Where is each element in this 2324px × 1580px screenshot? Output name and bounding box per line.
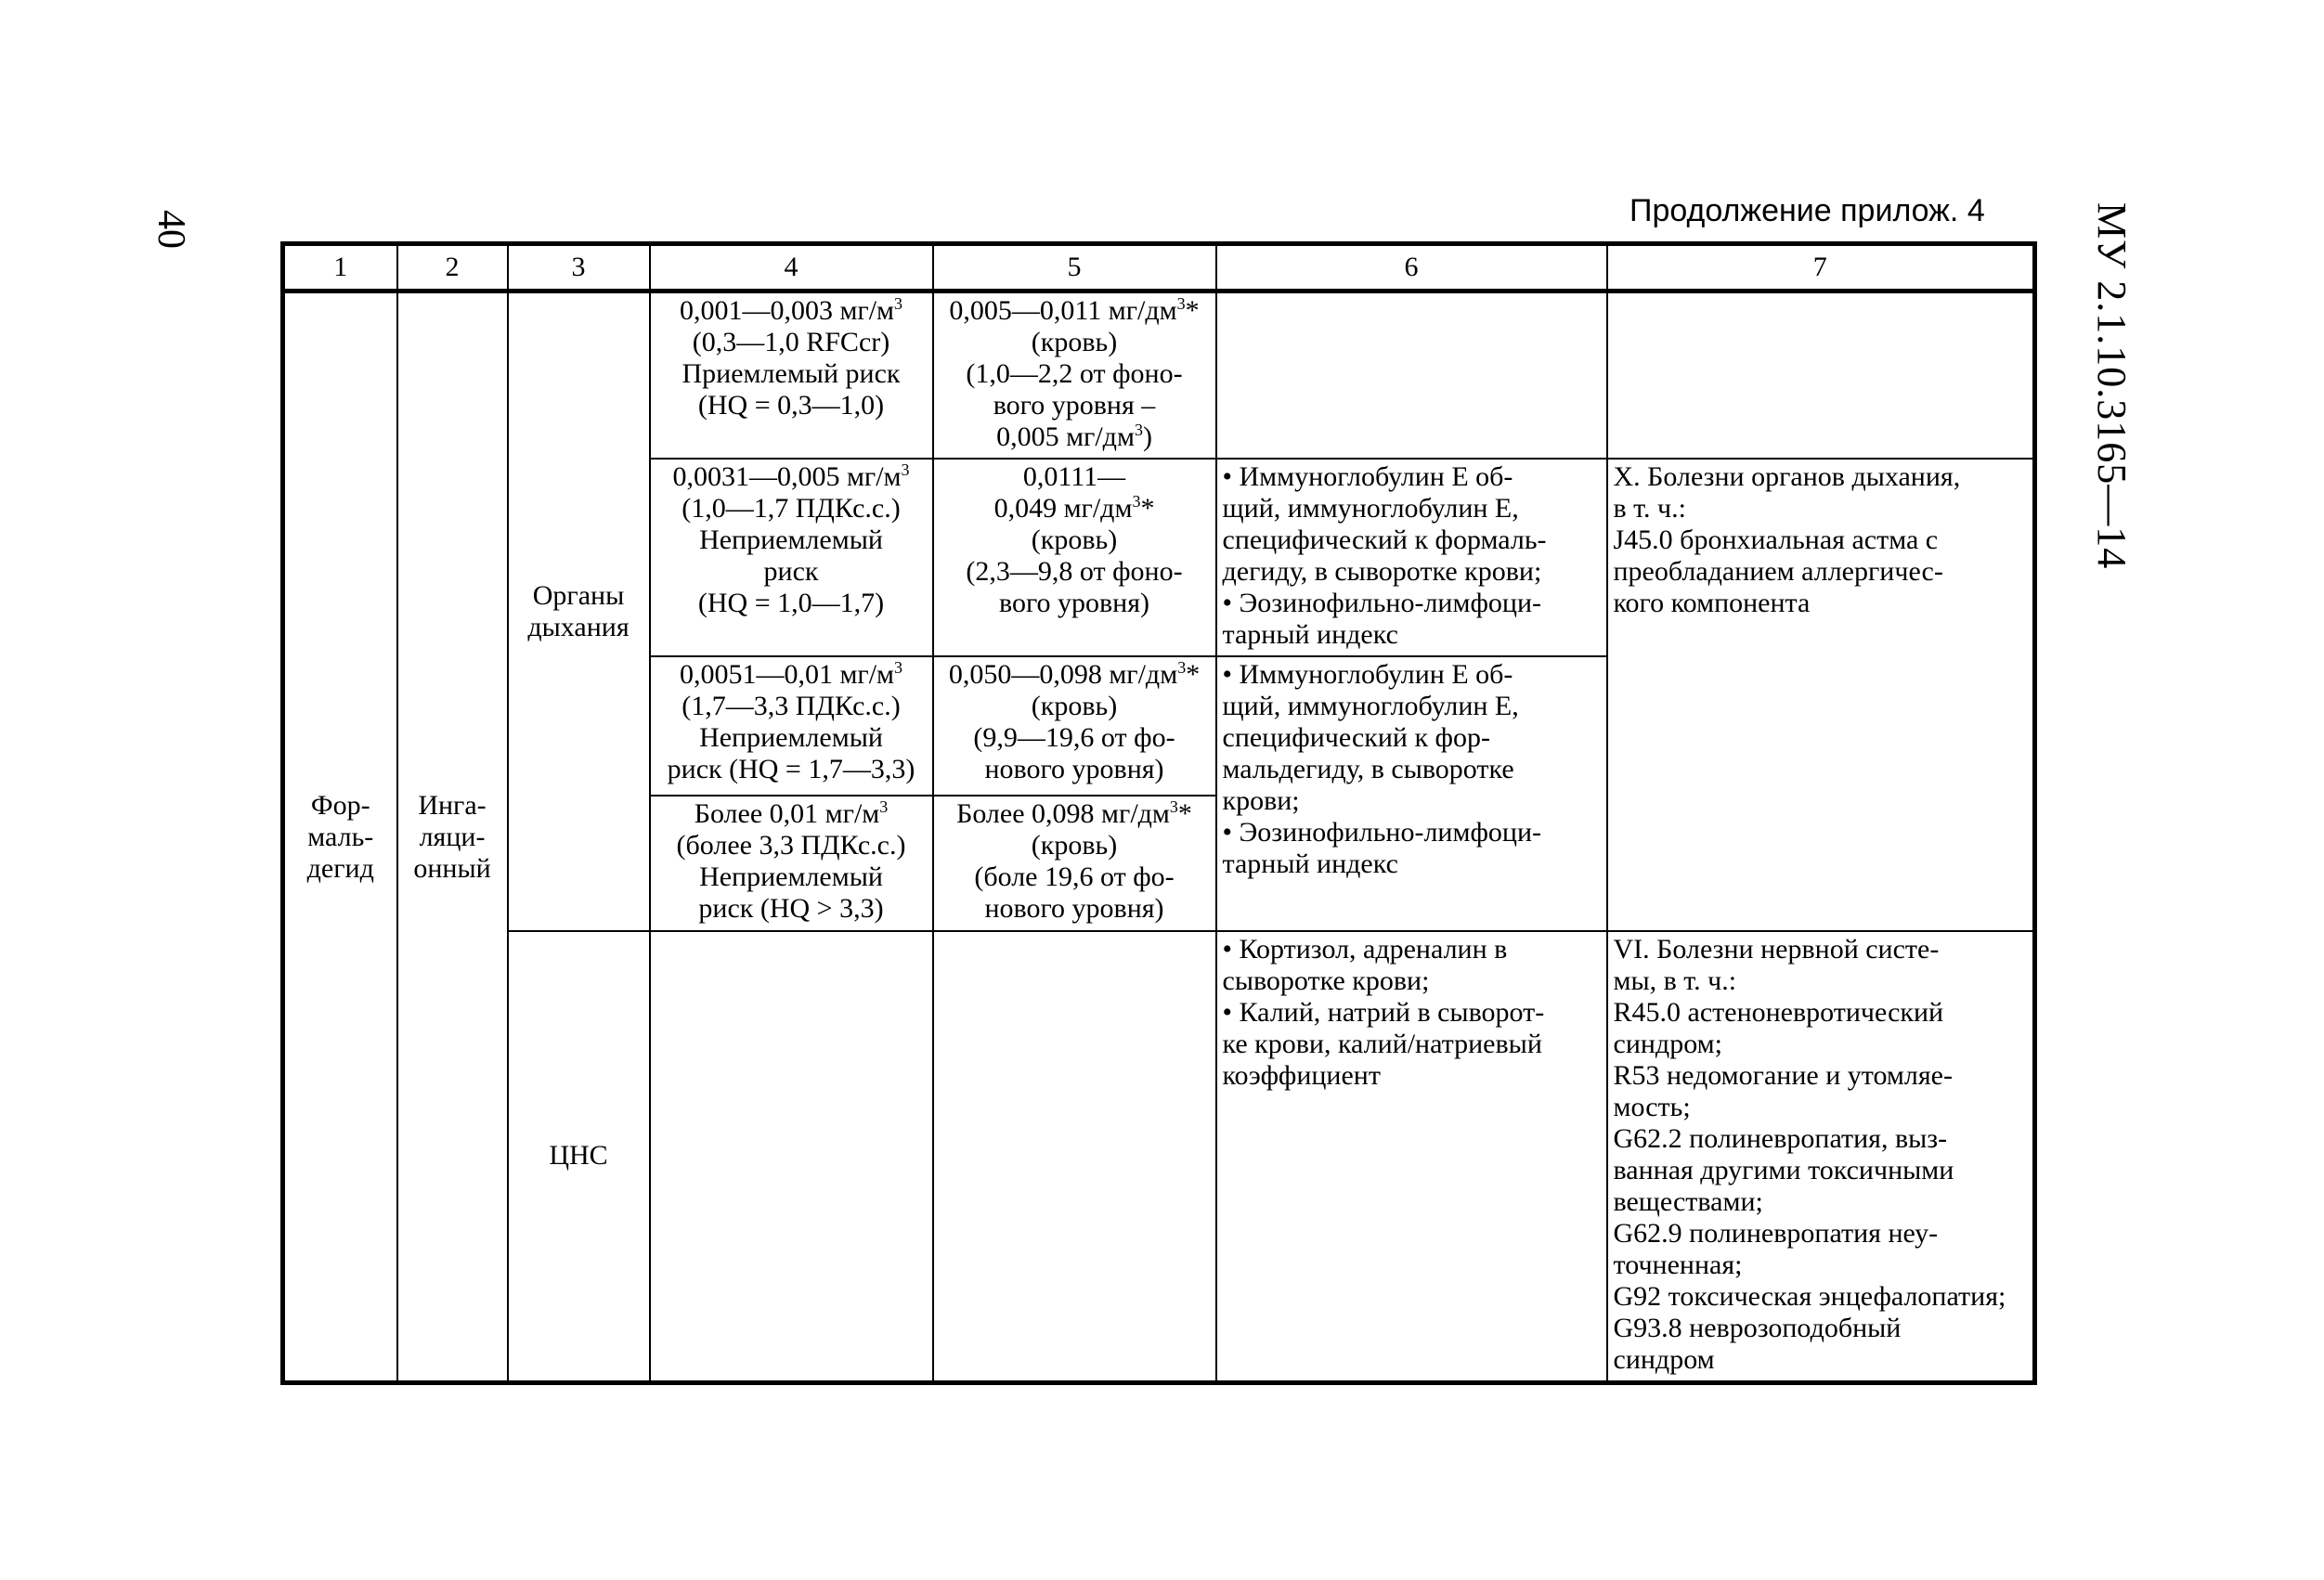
cell-text-line: специфический к формаль- [1222, 524, 1547, 555]
cell-text-line: веществами; [1613, 1185, 1763, 1217]
concentration-line [940, 659, 1210, 691]
concentration-text: 0,001—0,003 мг/м [679, 295, 895, 326]
cell-text-line: • Иммуноглобулин Е об- [1222, 460, 1513, 492]
concentration-text: (HQ = 0,3—1,0) [697, 390, 885, 421]
cell-text-line: Инга- [418, 789, 487, 821]
concentration-line [940, 358, 1210, 390]
concentration-line [940, 893, 1210, 925]
concentration-line [940, 861, 1210, 893]
concentration-text: (кровь) [1031, 327, 1118, 357]
substance-cell [283, 291, 397, 1383]
unit-exponent: 3 [1132, 491, 1141, 511]
concentration-text: (боле 19,6 от фо- [974, 861, 1175, 892]
air-concentration-cell [650, 291, 933, 459]
concentration-line [656, 659, 927, 691]
concentration-line [940, 421, 1210, 453]
concentration-text: 0,005 мг/дм [996, 421, 1135, 452]
cell-text-line: • Калий, натрий в сыворот- [1222, 996, 1545, 1028]
diseases-empty-cell [1607, 291, 2035, 459]
concentration-text: вого уровня) [998, 587, 1150, 618]
unit-exponent: 3 [894, 657, 903, 677]
concentration-text: риск [763, 555, 819, 587]
column-header-2: 2 [397, 244, 508, 291]
air-concentration-empty-cell [650, 931, 933, 1383]
cell-text-line: дыхания [527, 611, 630, 642]
concentration-line [940, 525, 1210, 556]
cell-text-line: J45.0 бронхиальная астма с [1613, 524, 1939, 555]
concentration-text: (1,0—1,7 ПДКс.с.) [682, 492, 901, 524]
blood-concentration-cell [933, 656, 1216, 796]
markers-respiratory-cell-b [1216, 656, 1607, 931]
cell-text-line: ке крови, калий/натриевый [1222, 1028, 1542, 1059]
air-concentration-cell [650, 459, 933, 656]
column-header-4: 4 [650, 244, 933, 291]
concentration-text: (кровь) [1031, 829, 1118, 861]
concentration-text: (1,7—3,3 ПДКс.с.) [682, 690, 901, 721]
concentration-line [656, 493, 927, 525]
cell-text-line: Органы [532, 579, 625, 611]
unit-exponent: 3 [901, 460, 910, 479]
cell-text-line: • Эозинофильно-лимфоци- [1222, 816, 1542, 848]
cell-text-line: коэффициент [1222, 1059, 1381, 1091]
concentration-text: (кровь) [1031, 524, 1118, 555]
cell-text-line: маль- [307, 821, 374, 852]
cell-text-line: R45.0 астеноневротический [1613, 996, 1944, 1028]
cell-text-line: тарный индекс [1222, 618, 1398, 650]
cell-text-line: • Кортизол, адреналин в [1222, 933, 1508, 965]
unit-exponent: 3 [894, 294, 903, 313]
cell-text-line: G92 токсическая энцефалопатия; [1613, 1280, 2006, 1312]
header-row [283, 244, 2035, 291]
cell-text-line: мальдегиду, в сыворотке [1222, 753, 1514, 784]
concentration-line [656, 691, 927, 722]
cell-text-line: синдром; [1613, 1028, 1722, 1059]
cell-text-line: ванная другими токсичными [1613, 1154, 1954, 1185]
concentration-text: (более 3,3 ПДКс.с.) [676, 829, 906, 861]
cell-text-line: точненная; [1613, 1249, 1743, 1280]
concentration-text: (9,9—19,6 от фо- [973, 721, 1175, 753]
cell-text-line: щий, иммуноглобулин Е, [1222, 492, 1519, 524]
concentration-line [940, 556, 1210, 588]
concentration-line [656, 830, 927, 861]
concentration-text: нового уровня) [984, 892, 1164, 924]
markers-respiratory-cell-a [1216, 459, 1607, 656]
table-row [283, 291, 2035, 459]
page-number: 40 [149, 210, 192, 249]
concentration-line [656, 588, 927, 619]
appendix-table [280, 241, 2037, 1385]
table-row [283, 931, 2035, 1383]
column-header-6: 6 [1216, 244, 1607, 291]
concentration-text: 0,049 мг/дм [993, 492, 1133, 524]
column-header-7: 7 [1607, 244, 2035, 291]
concentration-line [940, 327, 1210, 358]
column-header-1: 1 [283, 244, 397, 291]
cell-text-line: специфический к фор- [1222, 721, 1490, 753]
column-header-5: 5 [933, 244, 1216, 291]
concentration-suffix: * [1186, 658, 1201, 690]
concentration-line [940, 461, 1210, 493]
route-cell [397, 291, 508, 1383]
air-concentration-cell [650, 656, 933, 796]
concentration-line [656, 525, 927, 556]
cell-text-line: в т. ч.: [1613, 492, 1686, 524]
concentration-text: Неприемлемый [699, 861, 883, 892]
concentration-text: нового уровня) [984, 753, 1164, 784]
concentration-text: (0,3—1,0 RFCcr) [692, 327, 890, 357]
cell-text-line: R53 недомогание и утомляе- [1613, 1059, 1953, 1091]
unit-exponent: 3 [1176, 294, 1186, 313]
concentration-text: 0,0111— [1022, 460, 1126, 492]
concentration-suffix: * [1140, 492, 1155, 524]
unit-exponent: 3 [1134, 421, 1143, 439]
concentration-line [656, 893, 927, 925]
organ-respiratory-cell [508, 291, 650, 931]
diseases-cns-cell [1607, 931, 2035, 1383]
concentration-line [940, 493, 1210, 525]
concentration-text: Более 0,01 мг/м [694, 797, 880, 829]
cell-text-line: мы, в т. ч.: [1613, 965, 1737, 996]
concentration-text: (2,3—9,8 от фоно- [966, 555, 1183, 587]
concentration-line [656, 390, 927, 421]
cell-text-line: преобладанием аллергичес- [1613, 555, 1943, 587]
continuation-caption: Продолжение прилож. 4 [1629, 193, 1985, 228]
concentration-line [656, 722, 927, 754]
cell-text-line: мость; [1613, 1091, 1691, 1122]
concentration-text: Приемлемый риск [682, 358, 901, 389]
concentration-line [656, 295, 927, 327]
concentration-line [940, 390, 1210, 421]
cell-text-line: щий, иммуноглобулин Е, [1222, 690, 1519, 721]
document-code: МУ 2.1.10.3165—14 [2089, 202, 2135, 570]
cell-text-line: VI. Болезни нервной систе- [1613, 933, 1940, 965]
concentration-text: (кровь) [1031, 690, 1118, 721]
blood-concentration-cell [933, 796, 1216, 931]
cell-text-line: • Иммуноглобулин Е об- [1222, 658, 1513, 690]
cell-text-line: онный [413, 852, 491, 884]
cell-text-line: кого компонента [1613, 587, 1811, 618]
concentration-text: риск (HQ = 1,7—3,3) [667, 753, 915, 784]
cell-text-line: G62.9 полиневропатия неу- [1613, 1217, 1939, 1249]
cell-text-line: X. Болезни органов дыхания, [1613, 460, 1961, 492]
concentration-text: 0,005—0,011 мг/дм [949, 295, 1177, 326]
concentration-line [940, 830, 1210, 861]
organ-cns-cell: ЦНС [508, 931, 650, 1383]
concentration-line [656, 461, 927, 493]
cell-text-line: ляци- [419, 821, 486, 852]
concentration-text: 0,0031—0,005 мг/м [672, 460, 902, 492]
concentration-line [940, 798, 1210, 830]
blood-concentration-empty-cell [933, 931, 1216, 1383]
unit-exponent: 3 [1177, 657, 1187, 677]
blood-concentration-cell [933, 459, 1216, 656]
cell-text-line: Фор- [310, 789, 370, 821]
cell-text-line: • Эозинофильно-лимфоци- [1222, 587, 1542, 618]
concentration-text: риск (HQ > 3,3) [698, 892, 884, 924]
concentration-line [656, 861, 927, 893]
unit-exponent: 3 [879, 796, 889, 816]
concentration-text: Более 0,098 мг/дм [956, 797, 1170, 829]
concentration-text: 0,050—0,098 мг/дм [948, 658, 1178, 690]
concentration-text: вого уровня – [993, 390, 1156, 421]
concentration-line [940, 588, 1210, 619]
concentration-suffix: * [1185, 295, 1200, 326]
cell-text-line: крови; [1222, 784, 1300, 816]
diseases-respiratory-cell [1607, 459, 2035, 931]
cell-text-line: G93.8 неврозоподобный [1613, 1312, 1902, 1343]
air-concentration-cell [650, 796, 933, 931]
cell-text-line: тарный индекс [1222, 848, 1398, 879]
concentration-suffix: ) [1142, 421, 1152, 452]
concentration-line [940, 754, 1210, 785]
cell-text-line: дегид [306, 852, 374, 884]
column-header-3: 3 [508, 244, 650, 291]
concentration-line [656, 754, 927, 785]
concentration-line [940, 722, 1210, 754]
concentration-line [940, 295, 1210, 327]
markers-cns-cell [1216, 931, 1607, 1383]
concentration-line [656, 556, 927, 588]
markers-empty-cell [1216, 291, 1607, 459]
cell-text-line: сыворотке крови; [1222, 965, 1430, 996]
cell-text-line: G62.2 полиневропатия, выз- [1613, 1122, 1948, 1154]
cell-text-line: синдром [1613, 1343, 1715, 1375]
cell-text-line: дегиду, в сыворотке крови; [1222, 555, 1542, 587]
unit-exponent: 3 [1169, 796, 1178, 816]
concentration-line [656, 327, 927, 358]
concentration-text: (HQ = 1,0—1,7) [697, 587, 885, 618]
concentration-text: (1,0—2,2 от фоно- [966, 358, 1183, 389]
concentration-line [940, 691, 1210, 722]
concentration-line [656, 798, 927, 830]
concentration-suffix: * [1177, 797, 1192, 829]
concentration-text: Неприемлемый [699, 524, 883, 555]
concentration-text: 0,0051—0,01 мг/м [679, 658, 895, 690]
concentration-text: Неприемлемый [699, 721, 883, 753]
concentration-line [656, 358, 927, 390]
blood-concentration-cell [933, 291, 1216, 459]
